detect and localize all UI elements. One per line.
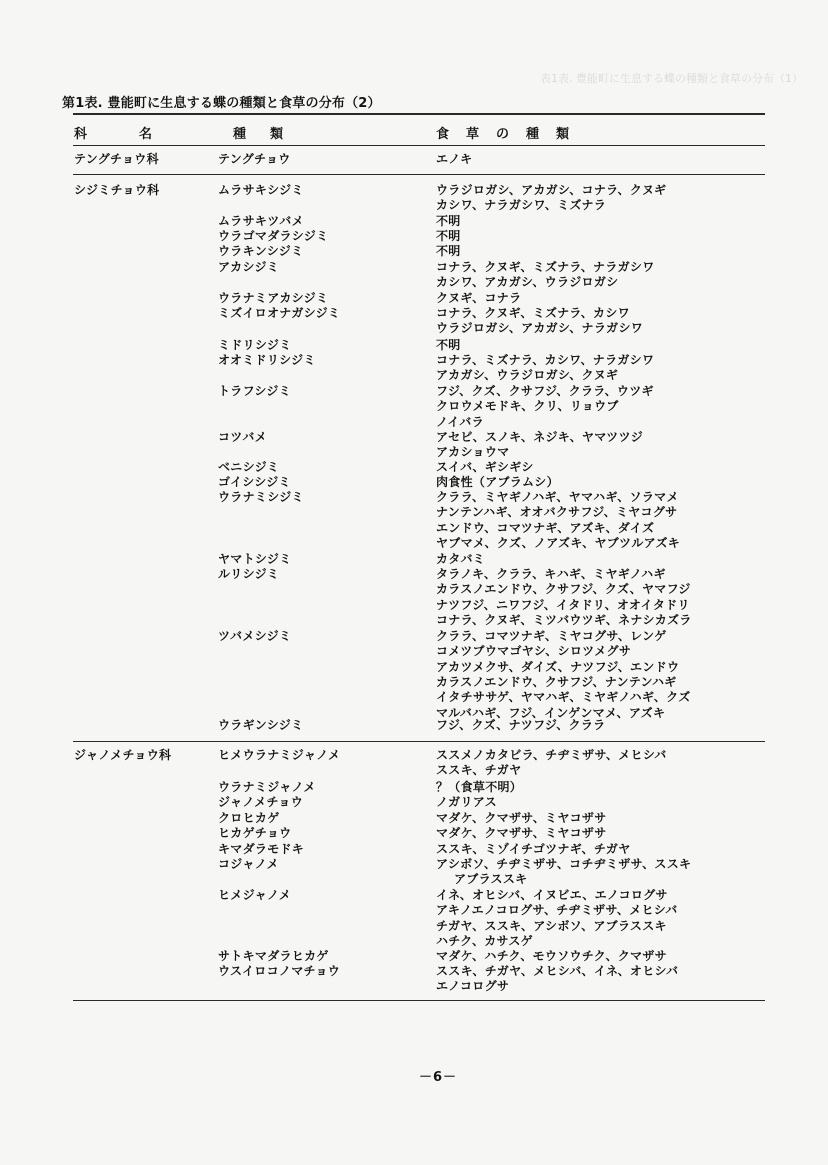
- page-number: －6－: [419, 1070, 458, 1085]
- food-plant-line: クヌギ、コナラ: [436, 291, 522, 305]
- food-plant-line: ？（食草不明）: [436, 780, 523, 794]
- species-name: ムラサキシジミ: [218, 183, 304, 197]
- food-plant-line: カラスノエンドウ、クサフジ、クズ、ヤマフジ: [436, 582, 691, 597]
- food-plant-line: イタチササゲ、ヤマハギ、ミヤギノハギ、クズ: [436, 690, 691, 705]
- food-plant-line: チガヤ、ススキ、アシボソ、アブラススキ: [436, 918, 667, 933]
- food-plant-line: アキノエノコログサ、チヂミザサ、メヒシバ: [436, 903, 678, 918]
- food-plant-line: クララ、ミヤギノハギ、ヤマハギ、ソラマメ: [436, 490, 679, 504]
- food-plant-line: ススキ、チガヤ: [436, 763, 522, 778]
- species-name: テングチョウ: [218, 152, 291, 166]
- species-name: コジャノメ: [218, 857, 279, 871]
- food-plant-line: マダケ、ハチク、モウソウチク、クマザサ: [436, 949, 667, 963]
- food-plant-line: エノコログサ: [436, 979, 510, 994]
- species-name: クロヒカゲ: [218, 811, 280, 825]
- species-name: ジャノメチョウ: [218, 795, 304, 809]
- species-name: ツバメシジミ: [218, 629, 292, 643]
- food-plant-line: ノガリアス: [436, 795, 497, 809]
- species-name: コツバメ: [218, 430, 267, 444]
- food-plant-line: ハチク、カサスゲ: [436, 933, 533, 948]
- header-food-plants: 食草の種類: [436, 127, 587, 142]
- family-separator-rule: [73, 174, 765, 175]
- food-plant-line: クロウメモドキ、クリ、リョウブ: [436, 399, 619, 414]
- food-plant-line: 不明: [436, 214, 461, 228]
- species-name: アカシジミ: [218, 260, 280, 274]
- species-name: ウラナミアカシジミ: [218, 291, 329, 305]
- food-plant-line: エノキ: [436, 152, 473, 166]
- species-name: ヤマトシジミ: [218, 552, 292, 566]
- species-name: ミズイロオナガシジミ: [218, 306, 341, 320]
- food-plant-line: エンドウ、コマツナギ、アズキ、ダイズ: [436, 520, 655, 535]
- species-name: ウスイロコノマチョウ: [218, 964, 341, 978]
- food-plant-line: フジ、クズ、クサフジ、クララ、ウツギ: [436, 384, 654, 398]
- food-plant-line: アカガシ、ウラジロガシ、クヌギ: [436, 368, 619, 383]
- food-plant-line: ヤブマメ、クズ、ノアズキ、ヤブツルアズキ: [436, 535, 681, 550]
- species-name: ウラギンシジミ: [218, 718, 304, 732]
- food-plant-line: ススメノカタビラ、チヂミザサ、メヒシバ: [436, 748, 667, 762]
- food-plant-line: タラノキ、クララ、キハギ、ミヤギノハギ: [436, 567, 666, 581]
- header-family: 科名: [74, 127, 205, 142]
- species-name: トラフシジミ: [218, 384, 292, 398]
- food-plant-line: マダケ、クマザサ、ミヤコザサ: [436, 826, 607, 840]
- food-plant-line: カシワ、ナラガシワ、ミズナラ: [436, 198, 607, 213]
- food-plant-line: アセビ、スノキ、ネジキ、ヤマツツジ: [436, 430, 644, 444]
- species-name: ヒメジャノメ: [218, 888, 292, 902]
- table-title: 第1表. 豊能町に生息する蝶の種類と食草の分布（2）: [62, 96, 381, 111]
- species-name: ウラキンシジミ: [218, 244, 304, 258]
- species-name: ウラゴマダラシジミ: [218, 229, 329, 243]
- food-plant-line: ススキ、チガヤ、メヒシバ、イネ、オヒシバ: [436, 964, 679, 978]
- family-name: テングチョウ科: [74, 152, 159, 166]
- food-plant-line: コナラ、ミズナラ、カシワ、ナラガシワ: [436, 353, 655, 367]
- bottom-rule: [73, 1000, 765, 1001]
- food-plant-line: フジ、クズ、ナツフジ、クララ: [436, 718, 606, 732]
- species-name: キマダラモドキ: [218, 842, 305, 856]
- food-plant-line: コナラ、クヌギ、ミズナラ、ナラガシワ: [436, 260, 655, 274]
- food-plant-line: コナラ、クヌギ、ミズナラ、カシワ: [436, 306, 630, 320]
- food-plant-line: スイバ、ギシギシ: [436, 460, 534, 474]
- food-plant-line: コメツブウマゴヤシ、シロツメグサ: [436, 644, 632, 659]
- food-plant-line: 肉食性（アブラムシ）: [436, 475, 559, 489]
- food-plant-line: アシボソ、チヂミザサ、コチヂミザサ、ススキ: [436, 857, 692, 871]
- species-name: ベニシジミ: [218, 460, 280, 474]
- food-plant-line: ナツフジ、ニワフジ、イタドリ、オオイタドリ: [436, 597, 690, 612]
- food-plant-line: 不明: [436, 338, 461, 352]
- food-plant-line: 不明: [436, 244, 461, 258]
- food-plant-line: マルバハギ、フジ、インゲンマメ、アズキ: [436, 705, 666, 720]
- food-plant-line: ナンテンハギ、オオバクサフジ、ミヤコグサ: [436, 505, 678, 520]
- food-plant-line: イネ、オヒシバ、イヌビエ、エノコログサ: [436, 888, 668, 902]
- food-plant-line: マダケ、クマザサ、ミヤコザサ: [436, 811, 607, 825]
- food-plant-line: ノイバラ: [436, 414, 484, 429]
- food-plant-line: コナラ、クヌギ、ミツバウツギ、ネナシカズラ: [436, 612, 692, 627]
- food-plant-line: ウラジロガシ、アカガシ、ナラガシワ: [436, 321, 644, 336]
- food-plant-line: 不明: [436, 229, 461, 243]
- family-name: シジミチョウ科: [74, 183, 160, 197]
- top-rule: [73, 113, 765, 115]
- food-plant-line: アカツメクサ、ダイズ、ナツフジ、エンドウ: [436, 659, 680, 674]
- species-name: ウラナミシジミ: [218, 490, 304, 504]
- species-name: ヒメウラナミジャノメ: [218, 748, 341, 762]
- species-name: ムラサキツバメ: [218, 214, 304, 228]
- species-name: ヒカゲチョウ: [218, 826, 292, 840]
- food-plant-line: クララ、コマツナギ、ミヤコグサ、レンゲ: [436, 629, 667, 643]
- food-plant-line: カシワ、アカガシ、ウラジロガシ: [436, 275, 619, 290]
- species-name: オオミドリシジミ: [218, 353, 316, 367]
- bleed-through-text: 表1表. 豊能町に生息する蝶の種類と食草の分布（1）: [540, 72, 803, 85]
- species-name: サトキマダラヒカゲ: [218, 949, 329, 963]
- food-plant-line: アカショウマ: [436, 445, 510, 460]
- header-species: 種類: [233, 127, 308, 142]
- food-plant-line: ウラジロガシ、アカガシ、コナラ、クヌギ: [436, 183, 667, 197]
- family-name: ジャノメチョウ科: [74, 748, 172, 762]
- species-name: ウラナミジャノメ: [218, 780, 316, 794]
- food-plant-line: アブラススキ: [454, 872, 528, 887]
- family-separator-rule: [73, 741, 765, 742]
- header-rule: [73, 145, 765, 146]
- food-plant-line: ススキ、ミゾイチゴツナギ、チガヤ: [436, 842, 631, 856]
- species-name: ミドリシジミ: [218, 338, 292, 352]
- food-plant-line: カラスノエンドウ、クサフジ、ナンテンハギ: [436, 674, 677, 689]
- species-name: ゴイシシジミ: [218, 475, 291, 489]
- food-plant-line: カタバミ: [436, 552, 486, 566]
- species-name: ルリシジミ: [218, 567, 280, 581]
